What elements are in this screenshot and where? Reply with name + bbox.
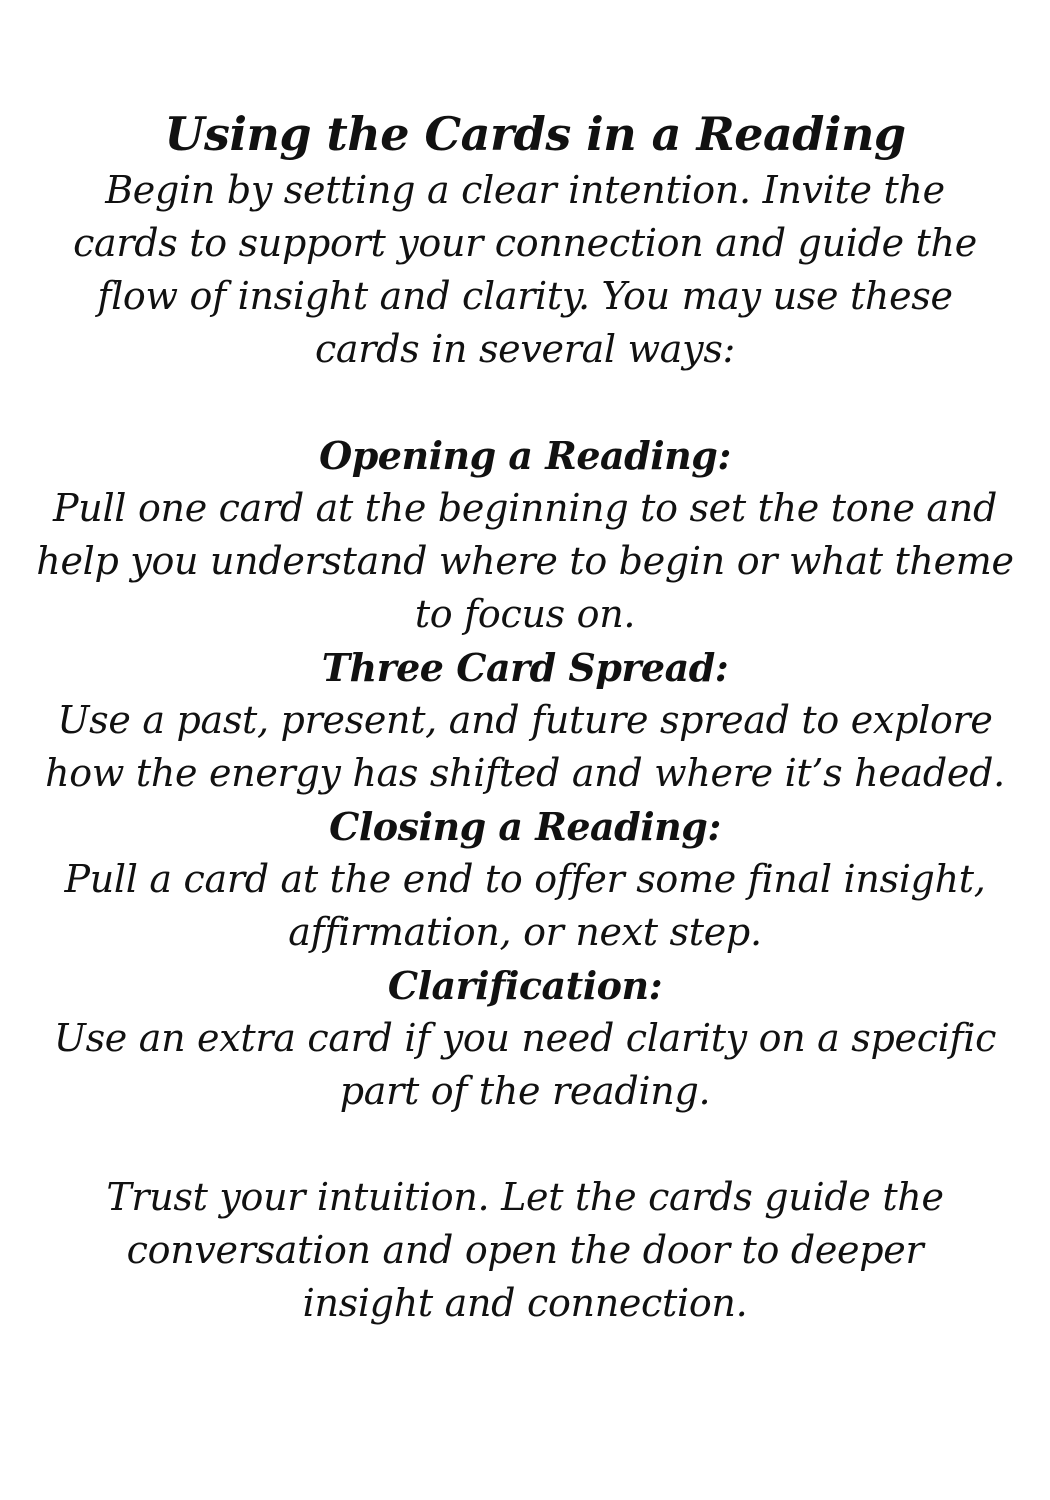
section-body: Use a past, present, and future spread to explore how the energy has shifted and where it’s headed. [45, 698, 1005, 795]
section-body: Use an extra card if you need clarity on a specific part of the reading. [53, 1016, 997, 1113]
section-three-card-spread [0, 641, 1050, 800]
page-title: Using the Cards in a Reading [164, 107, 906, 161]
section-heading: Three Card Spread: [321, 645, 729, 690]
section-body: Pull one card at the beginning to set the tone and help you understand where to begin or what theme to focus on. [36, 486, 1014, 636]
section-closing-a-reading [0, 800, 1050, 959]
section-heading: Opening a Reading: [319, 433, 731, 478]
section-heading: Closing a Reading: [329, 804, 721, 849]
section-heading: Clarification: [387, 963, 663, 1008]
spacer [0, 1118, 1050, 1171]
closing-paragraph: Trust your intuition. Let the cards guide the conversation and open the door to deeper insight and connection. [106, 1175, 944, 1325]
section-body: Pull a card at the end to offer some final insight, affirmation, or next step. [64, 857, 986, 954]
section-clarification [0, 959, 1050, 1118]
section-opening-a-reading [0, 429, 1050, 641]
intro-paragraph: Begin by setting a clear intention. Invite the cards to support your connection and guide the flow of insight and clarity. You may use these cards in several ways: [73, 168, 977, 371]
spacer [0, 376, 1050, 429]
